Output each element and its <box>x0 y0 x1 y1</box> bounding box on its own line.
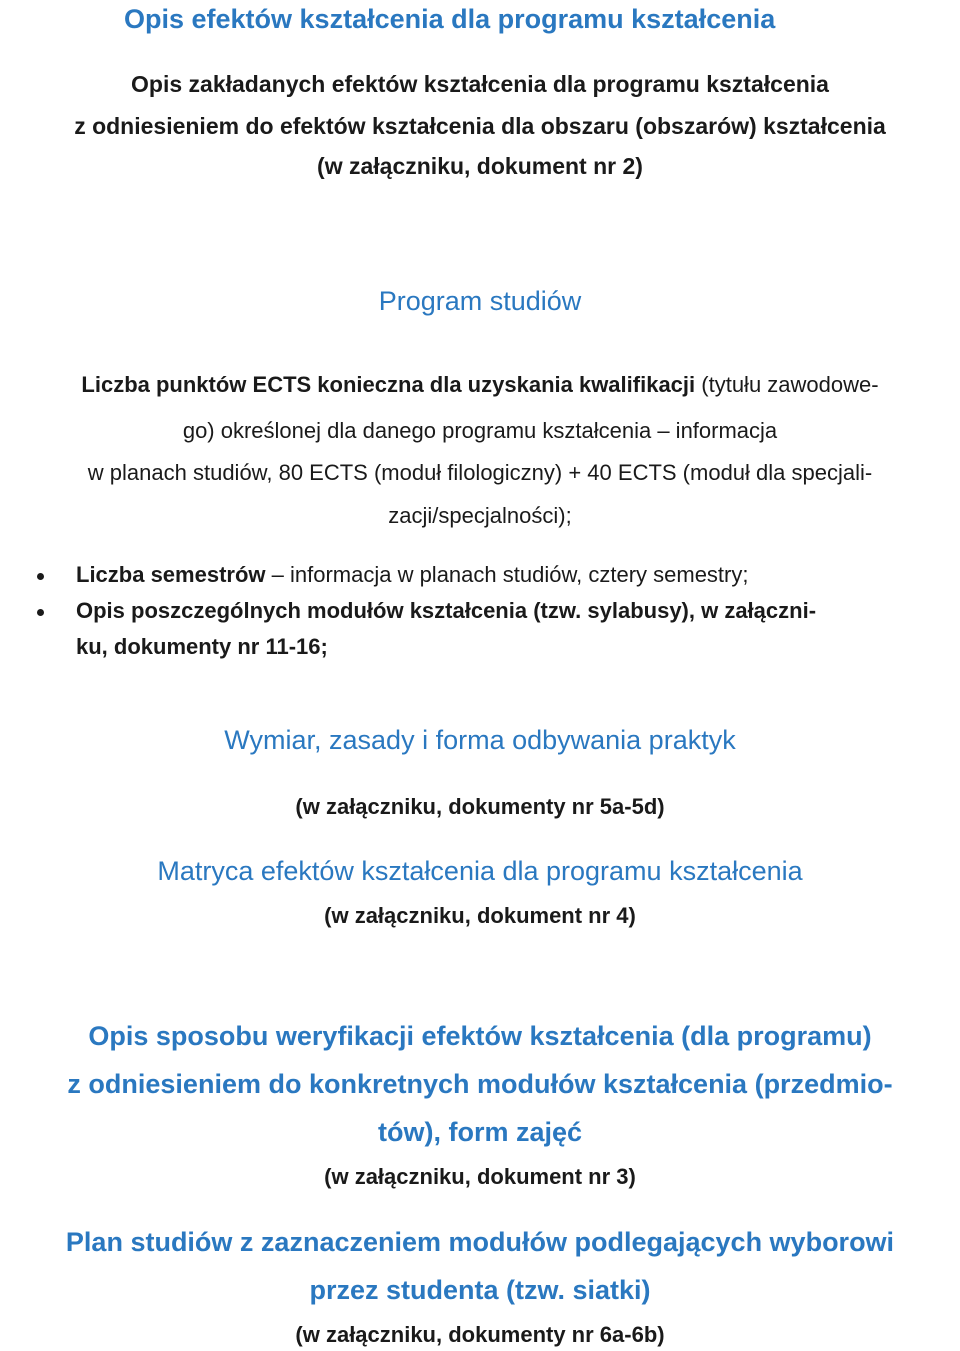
verification-heading-2: z odniesieniem do konkretnych modułów kształcenia (przedmio- <box>67 1069 893 1099</box>
intro-line-1: Opis zakładanych efektów kształcenia dla programu kształcenia <box>131 71 829 97</box>
bullet-item-modules: Opis poszczególnych modułów kształcenia (tzw. sylabusy), w załączni- <box>76 598 817 623</box>
ects-rest-1: (tytułu zawodowe- <box>701 372 879 397</box>
ects-line-3: w planach studiów, 80 ECTS (moduł filologiczny) + 40 ECTS (moduł dla specjali- <box>87 460 873 485</box>
bullet-item-modules-cont: ku, dokumenty nr 11-16; <box>76 634 328 659</box>
ects-bold-label: Liczba punktów ECTS konieczna dla uzyskania kwalifikacji <box>81 372 696 397</box>
verification-heading-1: Opis sposobu weryfikacji efektów kształcenia (dla programu) <box>88 1021 872 1051</box>
verification-note: (w załączniku, dokument nr 3) <box>324 1164 636 1189</box>
plan-note: (w załączniku, dokumenty nr 6a-6b) <box>295 1322 665 1347</box>
bullet-item-semesters <box>76 564 748 586</box>
ects-line-1 <box>0 374 960 396</box>
intro-line-3: (w załączniku, dokument nr 2) <box>317 153 643 179</box>
practice-note: (w załączniku, dokumenty nr 5a-5d) <box>295 794 665 819</box>
matrix-heading: Matryca efektów kształcenia dla programu kształcenia <box>157 856 803 886</box>
bullet-dot-1 <box>37 573 44 580</box>
bullet-1-rest: – informacja w planach studiów, cztery semestry; <box>265 562 749 587</box>
page-title: Opis efektów kształcenia dla programu kształcenia <box>124 4 776 34</box>
ects-line-2: go) określonej dla danego programu kształcenia – informacja <box>182 418 778 443</box>
plan-heading-1: Plan studiów z zaznaczeniem modułów podlegających wyborowi <box>65 1227 895 1257</box>
bullet-dot-2 <box>37 609 44 616</box>
matrix-note: (w załączniku, dokument nr 4) <box>324 903 636 928</box>
program-heading: Program studiów <box>378 286 582 316</box>
intro-line-2: z odniesieniem do efektów kształcenia dla obszaru (obszarów) kształcenia <box>74 113 886 139</box>
plan-heading-2: przez studenta (tzw. siatki) <box>309 1275 651 1305</box>
ects-line-4: zacji/specjalności); <box>388 503 572 528</box>
practice-heading: Wymiar, zasady i forma odbywania praktyk <box>224 725 736 755</box>
verification-heading-3: tów), form zajęć <box>377 1117 583 1147</box>
bullet-1-bold: Liczba semestrów <box>76 562 266 587</box>
